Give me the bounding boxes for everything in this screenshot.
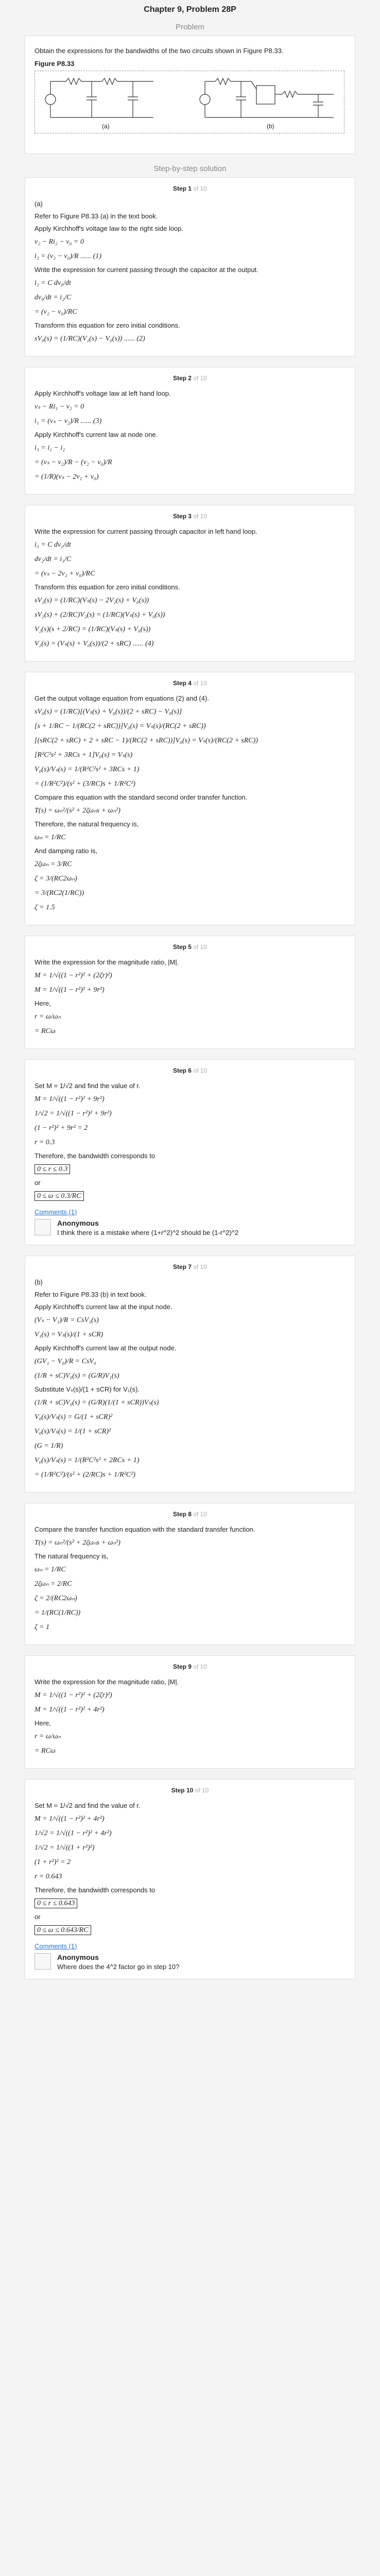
step-of-count: of 10	[193, 185, 208, 192]
equation-line: V₀(s)/Vₛ(s) = 1/(R²C²s² + 3RCs + 1)	[34, 766, 140, 773]
equation-line: i₂ = C dv₀/dt	[34, 279, 71, 287]
step-of-count: of 10	[193, 375, 208, 382]
equation-line: ζ = 1.5	[34, 904, 55, 911]
step-label: Step 3	[172, 513, 192, 520]
equation-line: 0 ≤ ω ≤ 0.3/RC	[34, 1191, 346, 1202]
step-label: Step 1	[172, 185, 192, 192]
avatar-icon	[34, 1219, 51, 1235]
equation-line: (G = 1/R)	[34, 1442, 63, 1450]
equation-line: T(s) = ωₙ²/(s² + 2ζωₙs + ωₙ²)	[34, 807, 120, 815]
equation-line: V₀(s)/Vₛ(s) = G/(1 + sCR)²	[34, 1413, 113, 1421]
problem-label: Problem	[176, 23, 204, 31]
text-line: Get the output voltage equation from equations (2) and (4).	[34, 694, 209, 702]
equation-line: = 3/(RC2(1/RC))	[34, 889, 84, 897]
step-of-count: of 10	[195, 1787, 209, 1794]
text-line: Transform this equation for zero initial conditions.	[34, 321, 180, 329]
text-line: Write the expression for the magnitude ratio, |M|.	[34, 958, 179, 966]
circuit-diagram	[35, 71, 344, 133]
step-card	[25, 672, 355, 925]
equation-line: 1/√2 = 1/√((1 − r²)² + 4r²)	[34, 1829, 112, 1837]
step-label: Step 4	[172, 680, 192, 687]
equation-line: r = 0.643	[34, 1873, 62, 1880]
equation-line: = (1/R²C²)/(s² + (2/RC)s + 1/R²C²)	[34, 1471, 135, 1479]
text-line: The natural frequency is,	[34, 1552, 109, 1560]
text-line: Apply Kirchhoff's current law at the output node.	[34, 1344, 177, 1352]
comments-link[interactable]: Comments (1)	[34, 1208, 77, 1216]
step-of-count: of 10	[193, 1263, 208, 1270]
step-card	[25, 1779, 355, 1979]
step-label: Step 8	[172, 1511, 192, 1518]
step-header	[34, 1067, 346, 1074]
equation-line: v₂ − Ri₂ − v₀ = 0	[34, 238, 84, 246]
equation-line: 0 ≤ r ≤ 0.643	[34, 1898, 346, 1909]
equation-line: (1 + r²)² = 2	[34, 1858, 71, 1866]
step-card	[25, 1655, 355, 1769]
solution-title: Step-by-step solution	[153, 164, 227, 173]
equation-line: r = ω/ωₙ	[34, 1013, 61, 1021]
equation-line: V₂(s) = (Vₛ(s) + V₀(s))/(2 + sRC) ...... (4)	[34, 640, 154, 648]
step-label: Step 6	[172, 1067, 192, 1074]
step-label: Step 10	[171, 1787, 194, 1794]
step-header	[34, 1663, 346, 1670]
equation-line: i₃ = i₁ − i₂	[34, 444, 65, 452]
step-of-count: of 10	[193, 513, 208, 520]
equation-line: V₀(s)/Vₛ(s) = 1/(1 + sCR)²	[34, 1428, 111, 1435]
equation-line: M = 1/√((1 − r²)² + 4r²)	[34, 1706, 105, 1714]
equation-line: dv₂/dt = i₃/C	[34, 555, 72, 563]
equation-line: = RCω	[34, 1027, 56, 1035]
figure-sub-b: (b)	[267, 123, 274, 130]
text-line: Refer to Figure P8.33 (a) in the text book.	[34, 212, 158, 220]
figure-sub-a: (a)	[102, 123, 110, 130]
equation-line: V₂(s)(s + 2/RC) = (1/RC)(Vₛ(s) + V₀(s))	[34, 625, 151, 633]
equation-line: T(s) = ωₙ²/(s² + 2ζωₙs + ωₙ²)	[34, 1539, 120, 1547]
text-line: Compare this equation with the standard second order transfer function.	[34, 793, 248, 801]
equation-line: dv₀/dt = i₂/C	[34, 294, 72, 301]
problem-text: Obtain the expressions for the bandwidths of the two circuits shown in Figure P8.33.	[34, 47, 284, 55]
equation-line: V₀(s)/Vₛ(s) = 1/(R²C²s² + 2RCs + 1)	[34, 1456, 140, 1464]
equation-line: = RCω	[34, 1747, 56, 1755]
step-label: Step 7	[172, 1263, 192, 1270]
equation-line: [R²C²s² + 3RCs + 1]V₀(s) = Vₛ(s)	[34, 751, 133, 759]
equation-line: i₃ = C dv₂/dt	[34, 541, 71, 549]
step-card	[25, 1503, 355, 1645]
text-line: Apply Kirchhoff's current law at node one.	[34, 431, 158, 438]
text-line: Therefore, the natural frequency is,	[34, 820, 139, 828]
equation-line: 2ζωₙ = 3/RC	[34, 860, 72, 868]
text-line: Here,	[34, 999, 51, 1007]
text-line: Here,	[34, 1719, 51, 1727]
equation-line: sV₂(s) + (2/RC)V₂(s) = (1/RC)(Vₛ(s) + V₀(s))	[34, 611, 165, 619]
comment-author: Anonymous	[57, 1219, 99, 1227]
step-card	[25, 1059, 355, 1245]
equation-line: = (vₛ − v₂)/R − (v₂ − v₀)/R	[34, 459, 112, 466]
step-of-count: of 10	[193, 943, 208, 951]
equation-line: sV₀(s) = (1/RC)(V₂(s) − V₀(s)) ...... (2)	[34, 335, 145, 343]
text-line: Therefore, the bandwidth corresponds to	[34, 1886, 156, 1894]
equation-line: [s + 1/RC − 1/(RC(2 + sRC))]V₀(s) = Vₛ(s)/(RC(2 + sRC))	[34, 722, 206, 730]
text-line: And damping ratio is,	[34, 847, 98, 855]
equation-line: r = ω/ωₙ	[34, 1733, 61, 1740]
step-label: Step 2	[172, 375, 192, 382]
comment	[34, 1219, 346, 1236]
step-of-count: of 10	[193, 1663, 208, 1670]
equation-line: i₁ = (vₛ − v₂)/R ...... (3)	[34, 417, 102, 425]
equation-line: = (vₛ − 2v₂ + v₀)/RC	[34, 570, 95, 578]
equation-line: V₁(s) = Vₛ(s)/(1 + sCR)	[34, 1331, 103, 1338]
equation-line: 1/√2 = 1/√((1 − r²)² + 9r²)	[34, 1110, 112, 1117]
equation-line: = (1/R)(vₛ − 2v₂ + v₀)	[34, 473, 99, 481]
text-line: Apply Kirchhoff's voltage law to the right side loop.	[34, 225, 184, 232]
step-of-count: of 10	[193, 680, 208, 687]
comment-body	[57, 1953, 179, 1971]
step-header	[34, 513, 346, 520]
comment	[34, 1953, 346, 1971]
equation-line: M = 1/√((1 − r²)² + (2ζr)²)	[34, 972, 112, 979]
equation-line: = (1/R²C²)/(s² + (3/RC)s + 1/R²C²)	[34, 780, 135, 788]
equation-line: (Vₛ − V₁)/R = CsV₁(s)	[34, 1316, 99, 1324]
equation-line: sV₀(s) = (1/RC)[(Vₛ(s) + V₀(s))/(2 + sRC) − V₀(s)]	[34, 708, 182, 716]
step-header	[34, 1511, 346, 1518]
step-of-count: of 10	[193, 1511, 208, 1518]
step-card	[25, 936, 355, 1049]
step-header	[34, 375, 346, 382]
step-of-count: of 10	[193, 1067, 208, 1074]
step-header	[34, 943, 346, 951]
step-header	[34, 185, 346, 192]
equation-line: 2ζωₙ = 2/RC	[34, 1580, 72, 1588]
equation-line: 0 ≤ r ≤ 0.3	[34, 1164, 346, 1175]
text-line: or	[34, 1913, 41, 1921]
text-line: (a)	[34, 200, 43, 208]
text-line: Set M = 1/√2 and find the value of r.	[34, 1082, 141, 1090]
equation-line: sV₂(s) = (1/RC)(Vₛ(s) − 2V₂(s) + V₀(s))	[34, 597, 149, 604]
text-line: (b)	[34, 1278, 43, 1286]
equation-line: [(sRC(2 + sRC) + 2 + sRC − 1)/(RC(2 + sRC))]V₀(s) = Vₛ(s)/(RC(2 + sRC))	[34, 737, 258, 744]
equation-line: M = 1/√((1 − r²)² + 9r²)	[34, 1095, 105, 1103]
equation-line: M = 1/√((1 − r²)² + (2ζr)²)	[34, 1691, 112, 1699]
equation-line: = (v₂ − v₀)/RC	[34, 308, 77, 316]
equation-line: 0 ≤ ω ≤ 0.643/RC	[34, 1925, 346, 1936]
text-line: Write the expression for current passing through the capacitor at the output.	[34, 266, 258, 274]
equation-line: i₂ = (v₂ − v₀)/R ...... (1)	[34, 252, 101, 260]
step-card	[25, 177, 355, 357]
equation-line: (1/R + sC)V₀(s) = (G/R)V₁(s)	[34, 1372, 119, 1380]
equation-line: M = 1/√((1 − r²)² + 9r²)	[34, 986, 105, 994]
page-title: Chapter 9, Problem 28P	[144, 5, 236, 14]
comments-link[interactable]: Comments (1)	[34, 1942, 77, 1950]
text-line: Write the expression for the magnitude ratio, |M|.	[34, 1678, 179, 1686]
equation-line: r = 0.3	[34, 1139, 55, 1146]
text-line: Substitute Vₛ(s)/(1 + sCR) for V₁(s).	[34, 1385, 140, 1393]
equation-line: ωₙ = 1/RC	[34, 834, 66, 841]
equation-line: ζ = 3/(RC2ωₙ)	[34, 875, 77, 883]
step-header	[34, 1787, 346, 1794]
text-line: or	[34, 1179, 41, 1187]
comment-text: I think there is a mistake where (1+r^2)^2 should be (1-r^2)^2	[57, 1229, 239, 1236]
step-card	[25, 1256, 355, 1493]
text-line: Transform this equation for zero initial conditions.	[34, 583, 180, 591]
equation-line: = 1/(RC(1/RC))	[34, 1609, 81, 1617]
figure-label: Figure P8.33	[34, 60, 75, 67]
text-line: Apply Kirchhoff's voltage law at left hand loop.	[34, 389, 171, 397]
text-line: Set M = 1/√2 and find the value of r.	[34, 1802, 141, 1809]
step-label: Step 5	[172, 943, 192, 951]
text-line: Write the expression for current passing through capacitor in left hand loop.	[34, 528, 257, 535]
equation-line: ωₙ = 1/RC	[34, 1566, 66, 1573]
equation-line: vₛ − Ri₁ − v₂ = 0	[34, 403, 84, 411]
text-line: Refer to Figure P8.33 (b) in text book.	[34, 1291, 147, 1298]
comment-text: Where does the 4^2 factor go in step 10?	[57, 1963, 180, 1971]
avatar-icon	[34, 1953, 51, 1970]
equation-line: ζ = 2/(RC2ωₙ)	[34, 1595, 77, 1602]
step-label: Step 9	[172, 1663, 192, 1670]
text-line: Apply Kirchhoff's current law at the input node.	[34, 1303, 172, 1311]
problem-card	[25, 36, 355, 154]
step-header	[34, 1263, 346, 1270]
equation-line: (1/R + sC)V₀(s) = (G/R)(1/(1 + sCR))Vₛ(s)	[34, 1399, 159, 1406]
equation-line: (GV₁ − V₀)/R = CsV₀	[34, 1358, 96, 1365]
equation-line: M = 1/√((1 − r²)² + 4r²)	[34, 1815, 105, 1823]
text-line: Therefore, the bandwidth corresponds to	[34, 1152, 156, 1160]
step-card	[25, 505, 355, 662]
equation-line: ζ = 1	[34, 1623, 50, 1631]
text-line: Compare the transfer function equation with the standard transfer function.	[34, 1526, 255, 1533]
step-header	[34, 680, 346, 687]
steps-container	[0, 177, 380, 1979]
comment-body	[57, 1219, 238, 1236]
equation-line: 1/√2 = 1/√((1 + r²)²)	[34, 1844, 95, 1852]
circuit-figure	[34, 71, 344, 133]
step-card	[25, 367, 355, 495]
equation-line: (1 − r²)² + 9r² = 2	[34, 1124, 88, 1132]
comment-author: Anonymous	[57, 1953, 99, 1961]
